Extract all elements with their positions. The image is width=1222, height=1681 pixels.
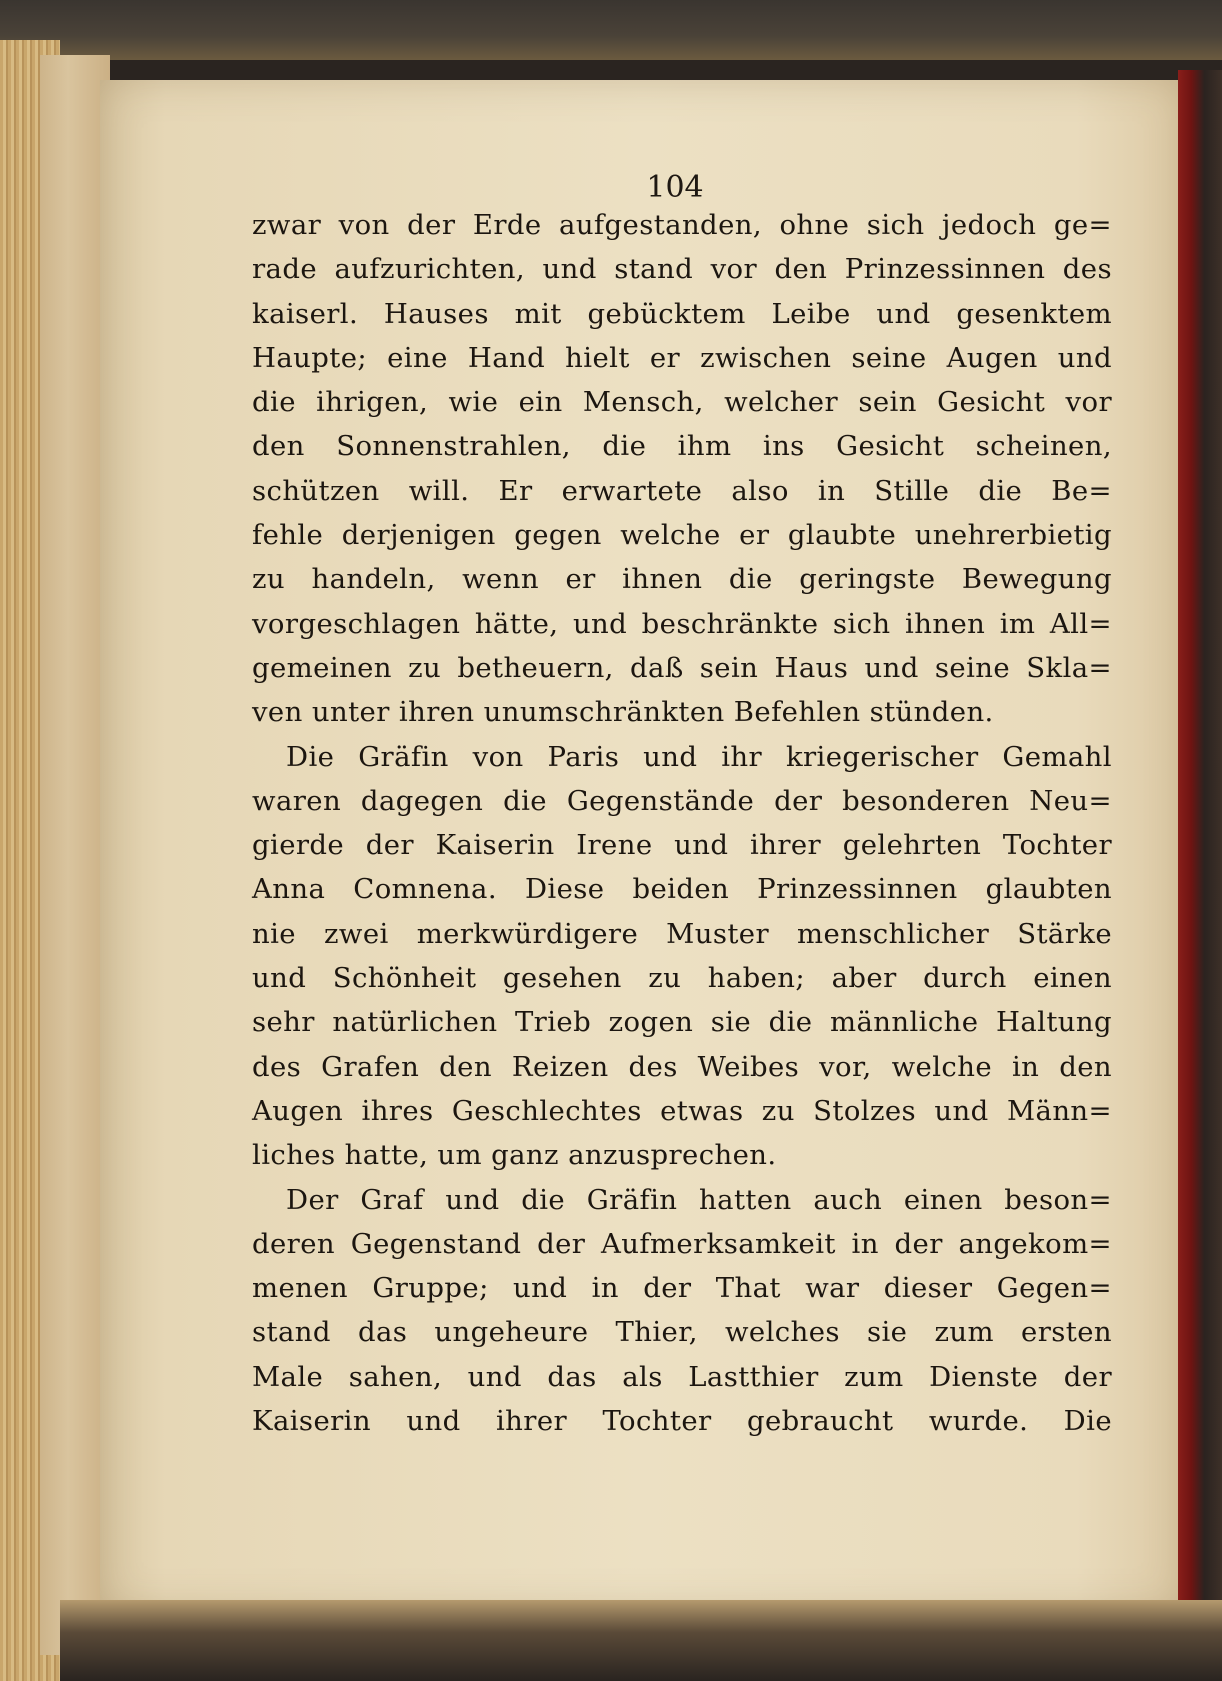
text-line: zu handeln, wenn er ihnen die geringste Bewegung [252,563,1112,596]
scan-background-top [0,0,1222,60]
text-line: zwar von der Erde aufgestanden, ohne sich jedoch ge= [252,209,1112,241]
text-line: kaiserl. Hauses mit gebücktem Leibe und gesenktem [252,297,1112,330]
text-line: Haupte; eine Hand hielt er zwischen seine Augen und [252,341,1112,374]
text-line: Anna Comnena. Diese beiden Prinzessinnen glaubten [252,873,1112,906]
text-line: ven unter ihren unumschränkten Befehlen stünden. [252,696,994,729]
text-line: des Grafen den Reizen des Weibes vor, welche in den [252,1050,1112,1083]
page-body-text [252,203,1112,1443]
scan-background-bottom [60,1600,1222,1681]
text-line: liches hatte, um ganz anzusprechen. [252,1139,777,1172]
text-line: stand das ungeheure Thier, welches sie zum ersten [252,1316,1112,1349]
text-line: und Schönheit gesehen zu haben; aber durch einen [252,962,1112,995]
text-line: menen Gruppe; und in der That war dieser Gegen= [252,1272,1112,1305]
text-line: schützen will. Er erwartete also in Stille die Be= [252,474,1112,507]
text-line: Die Gräfin von Paris und ihr kriegerischer Gemahl [286,740,1112,773]
book-cover-edge [1178,70,1222,1630]
text-line: vorgeschlagen hätte, und beschränkte sich ihnen im All= [252,607,1112,640]
text-line: gemeinen zu betheuern, daß sein Haus und seine Skla= [252,651,1112,684]
text-line: nie zwei merkwürdigere Muster menschlicher Stärke [252,917,1112,950]
text-line: Augen ihres Geschlechtes etwas zu Stolzes und Männ= [252,1094,1112,1127]
text-line: rade aufzurichten, und stand vor den Prinzessinnen des [252,253,1112,286]
text-line: deren Gegenstand der Aufmerksamkeit in der angekom= [252,1227,1112,1260]
text-line: die ihrigen, wie ein Mensch, welcher sein Gesicht vor [252,386,1112,419]
text-line: sehr natürlichen Trieb zogen sie die männliche Haltung [252,1006,1112,1039]
text-line: Male sahen, und das als Lastthier zum Dienste der [252,1360,1112,1393]
text-line: waren dagegen die Gegenstände der besonderen Neu= [252,784,1112,817]
text-line: Der Graf und die Gräfin hatten auch einen beson= [286,1183,1112,1216]
page-number: 104 [646,170,704,205]
text-line: fehle derjenigen gegen welche er glaubte unehrerbietig [252,519,1112,552]
text-line: gierde der Kaiserin Irene und ihrer gelehrten Tochter [252,829,1112,862]
text-line: den Sonnenstrahlen, die ihm ins Gesicht scheinen, [252,430,1112,463]
text-line: Kaiserin und ihrer Tochter gebraucht wurde. Die [252,1405,1112,1438]
